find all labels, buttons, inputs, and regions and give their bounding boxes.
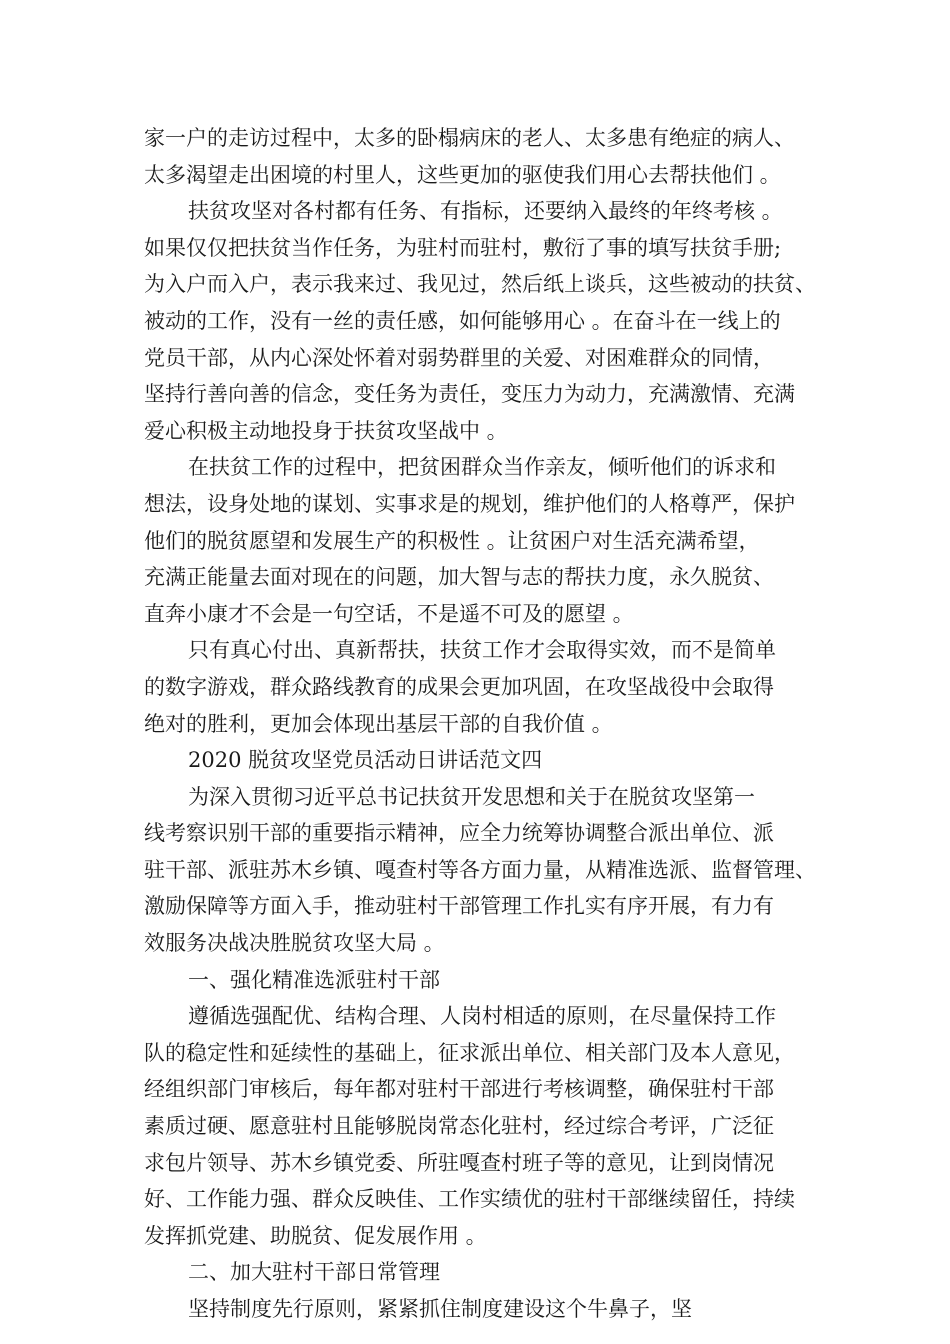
text-line: 党员干部，从内心深处怀着对弱势群里的关爱、对困难群众的同情， xyxy=(144,345,774,370)
text-line: 求包片领导、苏木乡镇党委、所驻嘎查村班子等的意见，让到岗情况 xyxy=(144,1150,774,1175)
paragraph-start-line: 遵循选强配优、结构合理、人岗村相适的原则，在尽量保持工作 xyxy=(188,1004,776,1029)
text-line: 队的稳定性和延续性的基础上，征求派出单位、相关部门及本人意见， xyxy=(144,1040,795,1065)
text-line: 效服务决战决胜脱贫攻坚大局 。 xyxy=(144,931,445,956)
text-line: 驻干部、派驻苏木乡镇、嘎查村等各方面力量，从精准选派、监督管理、 xyxy=(144,857,816,882)
text-line: 他们的脱贫愿望和发展生产的积极性 。让贫困户对生活充满希望， xyxy=(144,528,760,553)
text-line: 家一户的走访过程中，太多的卧榻病床的老人、太多患有绝症的病人、 xyxy=(144,126,795,150)
paragraph-start-line: 扶贫攻坚对各村都有任务、有指标，还要纳入最终的年终考核 。 xyxy=(188,199,783,224)
text-line: 的数字游戏，群众路线教育的成果会更加巩固，在攻坚战役中会取得 xyxy=(144,674,774,699)
text-line: 线考察识别干部的重要指示精神，应全力统筹协调整合派出单位、派 xyxy=(144,821,774,846)
document-body xyxy=(144,120,824,1328)
text-line: 绝对的胜利，更加会体现出基层干部的自我价值 。 xyxy=(144,711,613,736)
text-line: 太多渴望走出困境的村里人，这些更加的驱使我们用心去帮扶他们 。 xyxy=(144,162,781,187)
text-line: 直奔小康才不会是一句空话，不是遥不可及的愿望 。 xyxy=(144,601,634,626)
text-line: 充满正能量去面对现在的问题，加大智与志的帮扶力度，永久脱贫、 xyxy=(144,565,774,590)
text-line: 爱心积极主动地投身于扶贫攻坚战中 。 xyxy=(144,418,508,443)
text-line: 为入户而入户，表示我来过、我见过，然后纸上谈兵，这些被动的扶贫、 xyxy=(144,272,816,297)
subsection-heading: 二、加大驻村干部日常管理 xyxy=(188,1260,440,1285)
text-line: 好、工作能力强、群众反映佳、工作实绩优的驻村干部继续留任，持续 xyxy=(144,1187,795,1212)
paragraph-start-line: 为深入贯彻习近平总书记扶贫开发思想和关于在脱贫攻坚第一 xyxy=(188,784,755,809)
subsection-heading: 一、强化精准选派驻村干部 xyxy=(188,967,440,992)
section-title: 2020 脱贫攻坚党员活动日讲话范文四 xyxy=(188,748,543,773)
text-line: 想法，设身处地的谋划、实事求是的规划，维护他们的人格尊严，保护 xyxy=(144,491,795,516)
text-line: 发挥抓党建、助脱贫、促发展作用 。 xyxy=(144,1223,487,1248)
text-line: 激励保障等方面入手，推动驻村干部管理工作扎实有序开展，有力有 xyxy=(144,894,774,919)
text-line: 被动的工作，没有一丝的责任感，如何能够用心 。在奋斗在一线上的 xyxy=(144,308,781,333)
text-line: 素质过硬、愿意驻村且能够脱岗常态化驻村，经过综合考评，广泛征 xyxy=(144,1114,774,1139)
text-line: 如果仅仅把扶贫当作任务，为驻村而驻村，敷衍了事的填写扶贫手册; xyxy=(144,235,782,260)
paragraph-start-line: 坚持制度先行原则，紧紧抓住制度建设这个牛鼻子，坚 xyxy=(188,1297,692,1321)
text-line: 坚持行善向善的信念，变任务为责任，变压力为动力，充满激情、充满 xyxy=(144,382,795,407)
text-line: 经组织部门审核后，每年都对驻村干部进行考核调整，确保驻村干部 xyxy=(144,1077,774,1102)
paragraph-start-line: 只有真心付出、真新帮扶，扶贫工作才会取得实效，而不是简单 xyxy=(188,638,776,663)
paragraph-start-line: 在扶贫工作的过程中，把贫困群众当作亲友，倾听他们的诉求和 xyxy=(188,455,776,480)
